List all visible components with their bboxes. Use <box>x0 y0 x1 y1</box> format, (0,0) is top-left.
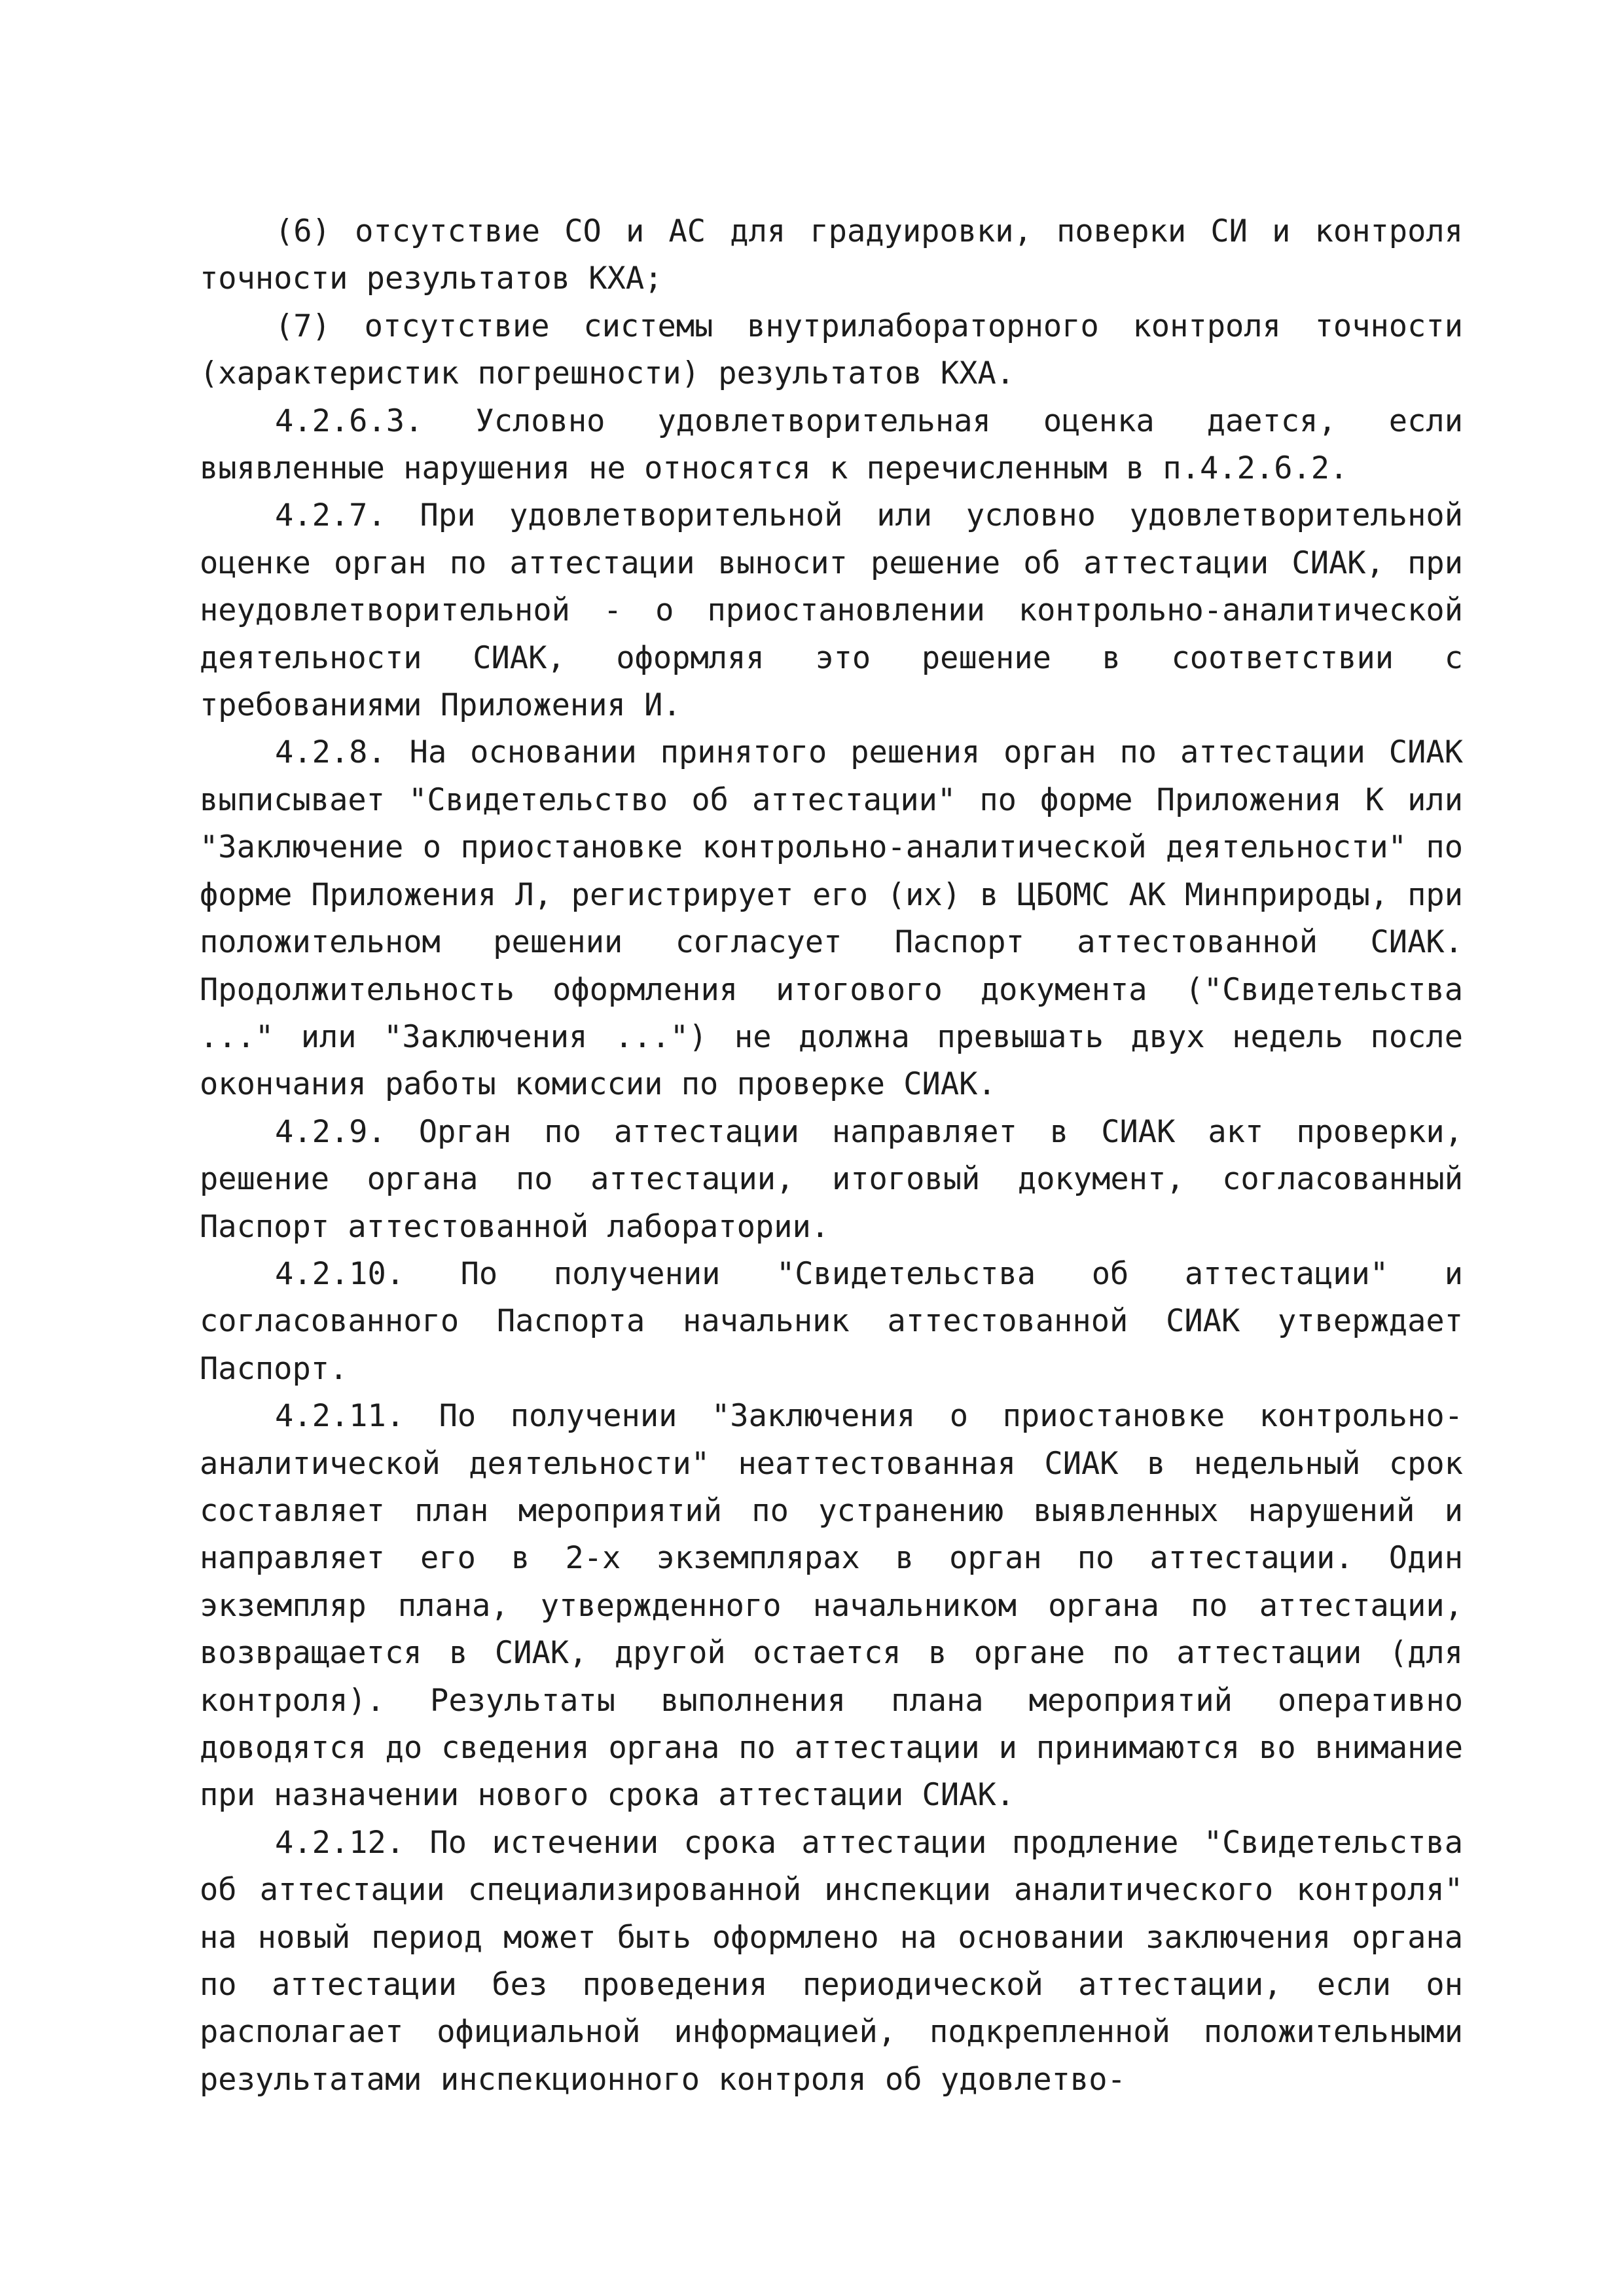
paragraph-4-2-12: 4.2.12. По истечении срока аттестации продление "Свидетельства об аттестации специализированной инспекции аналитического контроля" на новый период может быть оформлено на основании заключения органа по аттестации без проведения периодической аттестации, если он располагает официальной информацией, подкрепленной положительными результатами инспекционного контроля об удовлетво- <box>200 1824 1463 2098</box>
paragraph-4-2-6-3: 4.2.6.3. Условно удовлетворительная оценка дается, если выявленные нарушения не относятся к перечисленным в п.4.2.6.2. <box>200 403 1463 487</box>
document-body <box>200 208 1463 2104</box>
paragraph-item-7: (7) отсутствие системы внутрилабораторного контроля точности (характеристик погрешности) результатов КХА. <box>200 308 1463 392</box>
paragraph-item-6-continuation: (6) отсутствие СО и АС для градуировки, поверки СИ и контроля точности результатов КХА; <box>200 213 1463 297</box>
paragraph-4-2-7: 4.2.7. При удовлетворительной или условно удовлетворительной оценке орган по аттестации выносит решение об аттестации СИАК, при неудовлетворительной - о приостановлении контрольно-аналитической деятельности СИАК, оформляя это решение в соответствии с требованиями Приложения И. <box>200 497 1463 724</box>
paragraph-4-2-8: 4.2.8. На основании принятого решения орган по аттестации СИАК выписывает "Свидетельство об аттестации" по форме Приложения К или "Заключение о приостановке контрольно-аналитической деятельности" по форме Приложения Л, регистрирует его (их) в ЦБОМС АК Минприроды, при положительном решении согласует Паспорт аттестованной СИАК. Продолжительность оформления итогового документа ("Свидетельства ..." или "Заключения ...") не должна превышать двух недель после окончания работы комиссии по проверке СИАК. <box>200 734 1463 1103</box>
paragraph-4-2-9: 4.2.9. Орган по аттестации направляет в СИАК акт проверки, решение органа по аттестации, итоговый документ, согласованный Паспорт аттестованной лаборатории. <box>200 1113 1463 1245</box>
paragraph-4-2-10: 4.2.10. По получении "Свидетельства об аттестации" и согласованного Паспорта начальник аттестованной СИАК утверждает Паспорт. <box>200 1255 1463 1387</box>
paragraph-4-2-11: 4.2.11. По получении "Заключения о приостановке контрольно-аналитической деятельности" неаттестованная СИАК в недельный срок составляет план мероприятий по устранению выявленных нарушений и направляет его в 2-х экземплярах в орган по аттестации. Один экземпляр плана, утвержденного начальником органа по аттестации, возвращается в СИАК, другой остается в органе по аттестации (для контроля). Результаты выполнения плана мероприятий оперативно доводятся до сведения органа по аттестации и принимаются во внимание при назначении нового срока аттестации СИАК. <box>200 1398 1463 1814</box>
